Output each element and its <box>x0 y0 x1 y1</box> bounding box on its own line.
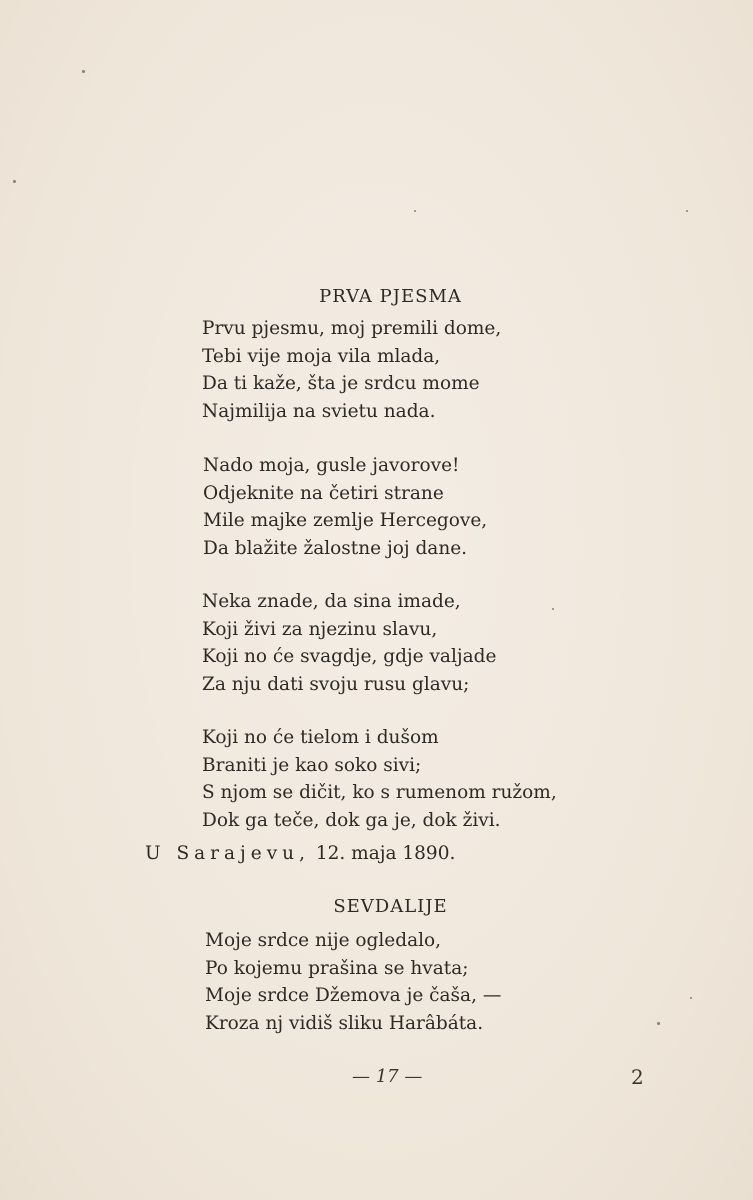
verse-line: Da ti kaže, šta je srdcu mome <box>202 373 480 394</box>
paper-speck <box>686 210 688 212</box>
verse-line: Odjeknite na četiri strane <box>203 482 444 504</box>
verse-line: Dok ga teče, dok ga je, dok živi. <box>202 809 501 831</box>
verse-line: Braniti je kao soko sivi; <box>202 754 422 776</box>
verse-line: Moje srdce nije ogledalo, <box>205 930 442 951</box>
page-number: — 17 — <box>352 1066 423 1087</box>
verse-line: Koji no će svagdje, gdje valjade <box>202 646 497 667</box>
paper-speck <box>657 1022 660 1025</box>
paper-speck <box>414 210 416 212</box>
stanza <box>202 315 501 425</box>
stanza <box>202 588 496 698</box>
stanza <box>202 724 557 834</box>
verse-line: Da blažite žalostne joj dane. <box>203 537 468 559</box>
verse-line: Nado moja, gusle javorove! <box>203 455 460 476</box>
verse-line: Koji živi za njezinu slavu, <box>202 618 438 640</box>
verse-line: Tebi vije moja vila mlada, <box>202 345 441 367</box>
verse-line: Za nju dati svoju rusu glavu; <box>202 673 470 695</box>
verse-line: Po kojemu prašina se hvata; <box>205 957 469 979</box>
dateline <box>145 843 455 864</box>
poem-title: PRVA PJESMA <box>319 286 462 307</box>
paper-speck <box>82 70 85 73</box>
verse-line: Koji no će tielom i dušom <box>202 727 439 748</box>
paper-speck <box>13 180 16 183</box>
dateline-place: U Sarajevu, <box>145 843 310 864</box>
verse-line: Najmilija na svietu nada. <box>202 400 436 422</box>
stanza <box>205 927 501 1037</box>
paper-speck <box>552 608 554 610</box>
verse-line: Moje srdce Džemova je čaša, — <box>205 985 502 1006</box>
paper-speck <box>690 997 692 999</box>
verse-line: Kroza nj vidiš sliku Harâbáta. <box>205 1012 484 1034</box>
verse-line: Mile majke zemlje Hercegove, <box>203 510 488 531</box>
verse-line: Neka znade, da sina imade, <box>202 591 461 612</box>
verse-line: S njom se dičit, ko s rumenom ružom, <box>202 782 557 803</box>
verse-line: Prvu pjesmu, moj premili dome, <box>202 318 502 339</box>
dateline-date: 12. maja 1890. <box>315 843 456 864</box>
stanza <box>203 452 487 562</box>
poem-title: SEVDALIJE <box>333 896 448 917</box>
signature-mark: 2 <box>631 1065 644 1089</box>
